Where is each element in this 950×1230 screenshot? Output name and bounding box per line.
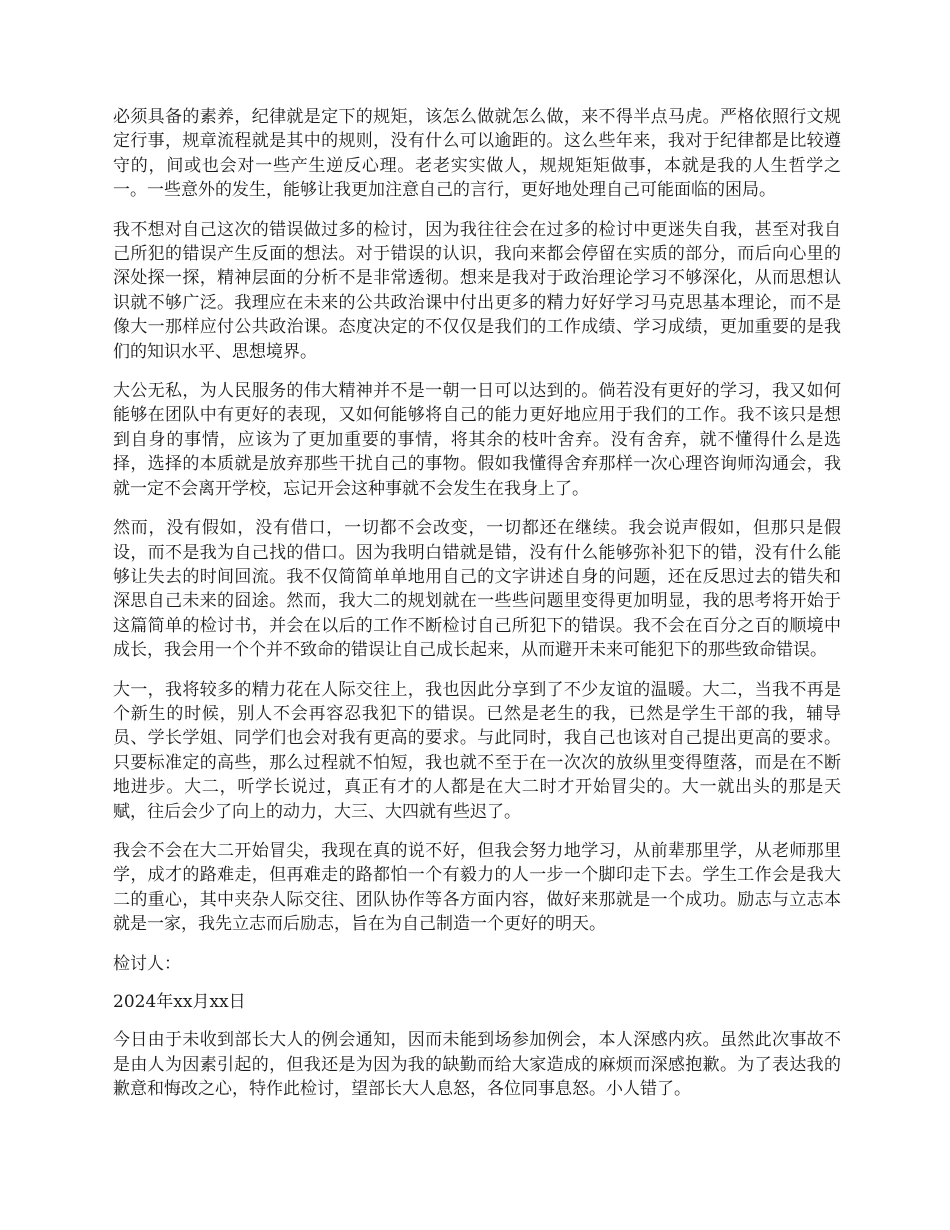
- paragraph-apology: 今日由于未收到部长大人的例会通知，因而未能到场参加例会，本人深感内疚。虽然此次事故不是由人为因素引起的，但我还是为因为我的缺勤而给大家造成的麻烦而深感抱歉。为了表达我的歉意和悔改之心，特作此检讨，望部长大人息怒，各位同事息怒。小人错了。: [113, 1030, 841, 1100]
- signature-date: 2024年xx月xx日: [113, 992, 246, 1012]
- paragraph-future-plan: 我会不会在大二开始冒尖，我现在真的说不好，但我会努力地学习，从前辈那里学，从老师那里学，成才的路难走，但再难走的路都怕一个有毅力的人一步一个脚印走下去。学生工作会是我大二的重心，其中夹杂人际交往、团队协作等各方面内容，做好来那就是一个成功。励志与立志本就是一家，我先立志而后励志，旨在为自己制造一个更好的明天。: [113, 840, 841, 935]
- document-page: [113, 105, 841, 1117]
- signature-label: 检讨人：: [113, 953, 181, 974]
- paragraph-discipline: 必须具备的素养，纪律就是定下的规矩，该怎么做就怎么做，来不得半点马虎。严格依照行文规定行事，规章流程就是其中的规则，没有什么可以逾距的。这么些年来，我对于纪律都是比较遵守的，间或也会对一些产生逆反心理。老老实实做人，规规矩矩做事，本就是我的人生哲学之一。一些意外的发生，能够让我更加注意自己的言行，更好地处理自己可能面临的困局。: [113, 107, 841, 201]
- paragraph-no-excuses: 然而，没有假如，没有借口，一切都不会改变，一切都还在继续。我会说声假如，但那只是假设，而不是我为自己找的借口。因为我明白错就是错，没有什么能够弥补犯下的错，没有什么能够让失去的时间回流。我不仅简简单单地用自己的文字讲述自身的问题，还在反思过去的错失和深思自己未来的囧途。然而，我大二的规划就在一些些问题里变得更加明显，我的思考将开始于这篇简单的检讨书，并会在以后的工作不断检讨自己所犯下的错误。我不会在百分之百的顺境中成长，我会用一个个并不致命的错误让自己成长起来，从而避开未来可能犯下的那些致命错误。: [113, 518, 841, 661]
- paragraph-selflessness: 大公无私，为人民服务的伟大精神并不是一朝一日可以达到的。倘若没有更好的学习，我又如何能够在团队中有更好的表现，又如何能够将自己的能力更好地应用于我们的工作。我不该只是想到自身的事情，应该为了更加重要的事情，将其余的枝叶舍弃。没有舍弃，就不懂得什么是选择，选择的本质就是放弃那些干扰自己的事物。假如我懂得舍弃那样一次心理咨询师沟通会，我就一定不会离开学校，忘记开会这种事就不会发生在我身上了。: [113, 381, 841, 499]
- paragraph-sophomore-year: 大一，我将较多的精力花在人际交往上，我也因此分享到了不少友谊的温暖。大二，当我不再是个新生的时候，别人不会再容忍我犯下的错误。已然是老生的我，已然是学生干部的我，辅导员、学长学姐、同学们也会对我有更高的要求。与此同时，我自己也该对自己提出更高的要求。只要标准定的高些，那么过程就不怕短，我也就不至于在一次次的放纵里变得堕落，而是在不断地进步。大二，听学长说过，真正有才的人都是在大二时才开始冒尖的。大一就出头的那是天赋，往后会少了向上的动力，大三、大四就有些迟了。: [113, 679, 841, 822]
- paragraph-self-reflection: 我不想对自己这次的错误做过多的检讨，因为我往往会在过多的检讨中更迷失自我，甚至对我自己所犯的错误产生反面的想法。对于错误的认识，我向来都会停留在实质的部分，而后向心里的深处探一探，精神层面的分析不是非常透彻。想来是我对于政治理论学习不够深化，从而思想认识就不够广泛。我理应在未来的公共政治课中付出更多的精力好好学习马克思基本理论，而不是像大一那样应付公共政治课。态度决定的不仅仅是我们的工作成绩、学习成绩，更加重要的是我们的知识水平、思想境界。: [113, 219, 841, 362]
